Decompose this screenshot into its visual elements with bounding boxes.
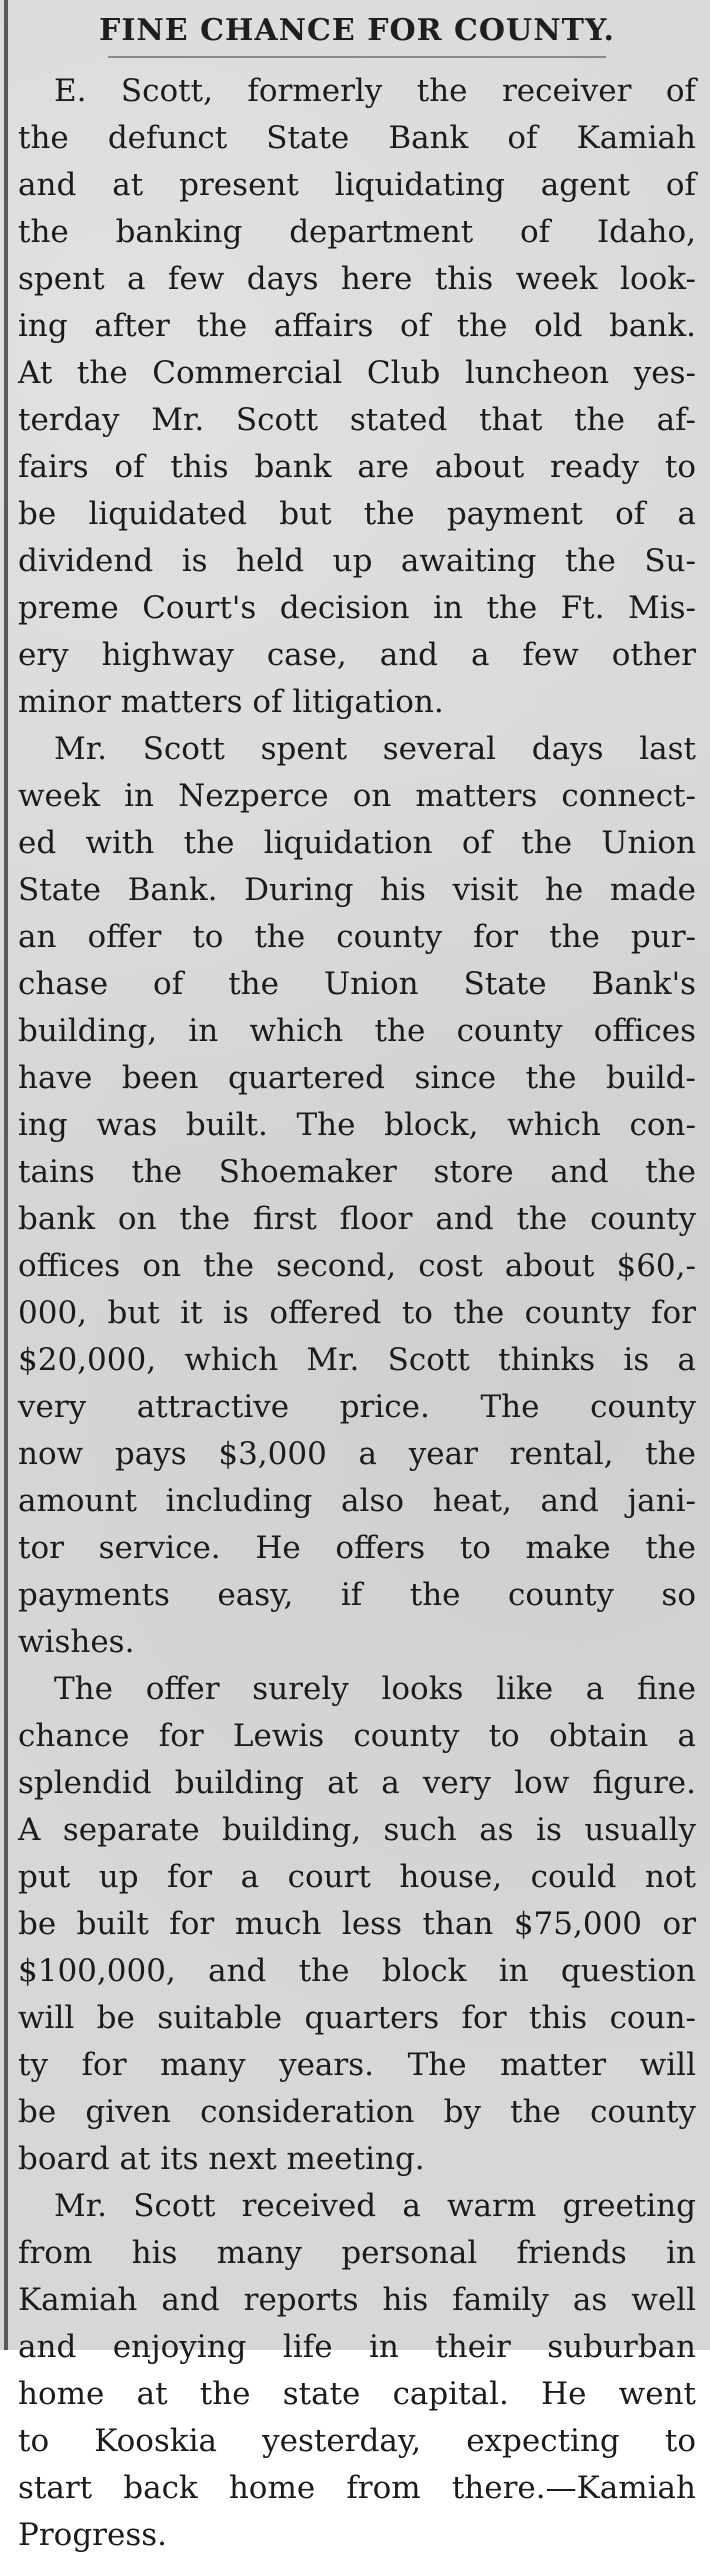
article-line: spent a few days here this week look- [18, 261, 696, 297]
article-line: State Bank. During his visit he made [18, 872, 696, 908]
article-line: start back home from there.—Kamiah [18, 2470, 696, 2506]
column-rule [4, 0, 8, 2350]
article-line: ery highway case, and a few other [18, 637, 696, 673]
article-line: tains the Shoemaker store and the [18, 1154, 696, 1190]
article-line: payments easy, if the county so [18, 1577, 696, 1613]
article-line: bank on the first floor and the county [18, 1201, 696, 1237]
article-line: and at present liquidating agent of [18, 167, 696, 203]
article-line: wishes. [18, 1624, 135, 1660]
article-line: offices on the second, cost about $60,- [18, 1248, 696, 1284]
article-line: splendid building at a very low figure. [18, 1765, 696, 1801]
article-line: from his many personal friends in [18, 2235, 696, 2271]
article-line: week in Nezperce on matters connect- [18, 778, 696, 814]
article-line: At the Commercial Club luncheon yes- [18, 355, 696, 391]
article-line: be built for much less than $75,000 or [18, 1906, 696, 1942]
article-line: chance for Lewis county to obtain a [18, 1718, 696, 1754]
article-line: the banking department of Idaho, [18, 214, 696, 250]
article-line: chase of the Union State Bank's [18, 966, 696, 1002]
article-line: amount including also heat, and jani- [18, 1483, 696, 1519]
article-line: Progress. [18, 2517, 168, 2553]
article-line: Kamiah and reports his family as well [18, 2282, 696, 2318]
article-line: fairs of this bank are about ready to [18, 449, 696, 485]
article-line: E. Scott, formerly the receiver of [54, 73, 696, 109]
article [18, 6, 696, 2553]
article-line: tor service. He offers to make the [18, 1530, 696, 1566]
article-line: have been quartered since the build- [18, 1060, 696, 1096]
article-line: home at the state capital. He went [18, 2376, 696, 2412]
article-line: $100,000, and the block in question [18, 1953, 696, 1989]
article-line: will be suitable quarters for this coun- [18, 2000, 696, 2036]
article-line: an offer to the county for the pur- [18, 919, 696, 955]
article-line: dividend is held up awaiting the Su- [18, 543, 696, 579]
article-line: be given consideration by the county [18, 2094, 696, 2130]
article-line: very attractive price. The county [18, 1389, 696, 1425]
article-line: preme Court's decision in the Ft. Mis- [18, 590, 696, 626]
article-line: put up for a court house, could not [18, 1859, 696, 1895]
article-line: A separate building, such as is usually [18, 1812, 696, 1848]
article-line: now pays $3,000 a year rental, the [18, 1436, 696, 1472]
article-line: minor matters of litigation. [18, 684, 444, 720]
article-line: $20,000, which Mr. Scott thinks is a [18, 1342, 696, 1378]
article-line: 000, but it is offered to the county for [18, 1295, 696, 1331]
article-line: ing was built. The block, which con- [18, 1107, 696, 1143]
article-line: the defunct State Bank of Kamiah [18, 120, 696, 156]
article-headline: FINE CHANCE FOR COUNTY. [99, 13, 615, 48]
article-line: ty for many years. The matter will [18, 2047, 696, 2083]
article-line: board at its next meeting. [18, 2141, 425, 2177]
article-line: ing after the affairs of the old bank. [18, 308, 696, 344]
article-line: The offer surely looks like a fine [54, 1671, 696, 1707]
article-line: building, in which the county offices [18, 1013, 696, 1049]
article-line: terday Mr. Scott stated that the af- [18, 402, 696, 438]
article-line: to Kooskia yesterday, expecting to [18, 2423, 696, 2459]
article-line: Mr. Scott spent several days last [54, 731, 696, 767]
article-line: be liquidated but the payment of a [18, 496, 696, 532]
article-body [18, 68, 696, 2559]
article-line: and enjoying life in their suburban [18, 2329, 696, 2365]
headline-divider [108, 56, 606, 58]
article-line: Mr. Scott received a warm greeting [54, 2188, 696, 2224]
article-line: ed with the liquidation of the Union [18, 825, 696, 861]
